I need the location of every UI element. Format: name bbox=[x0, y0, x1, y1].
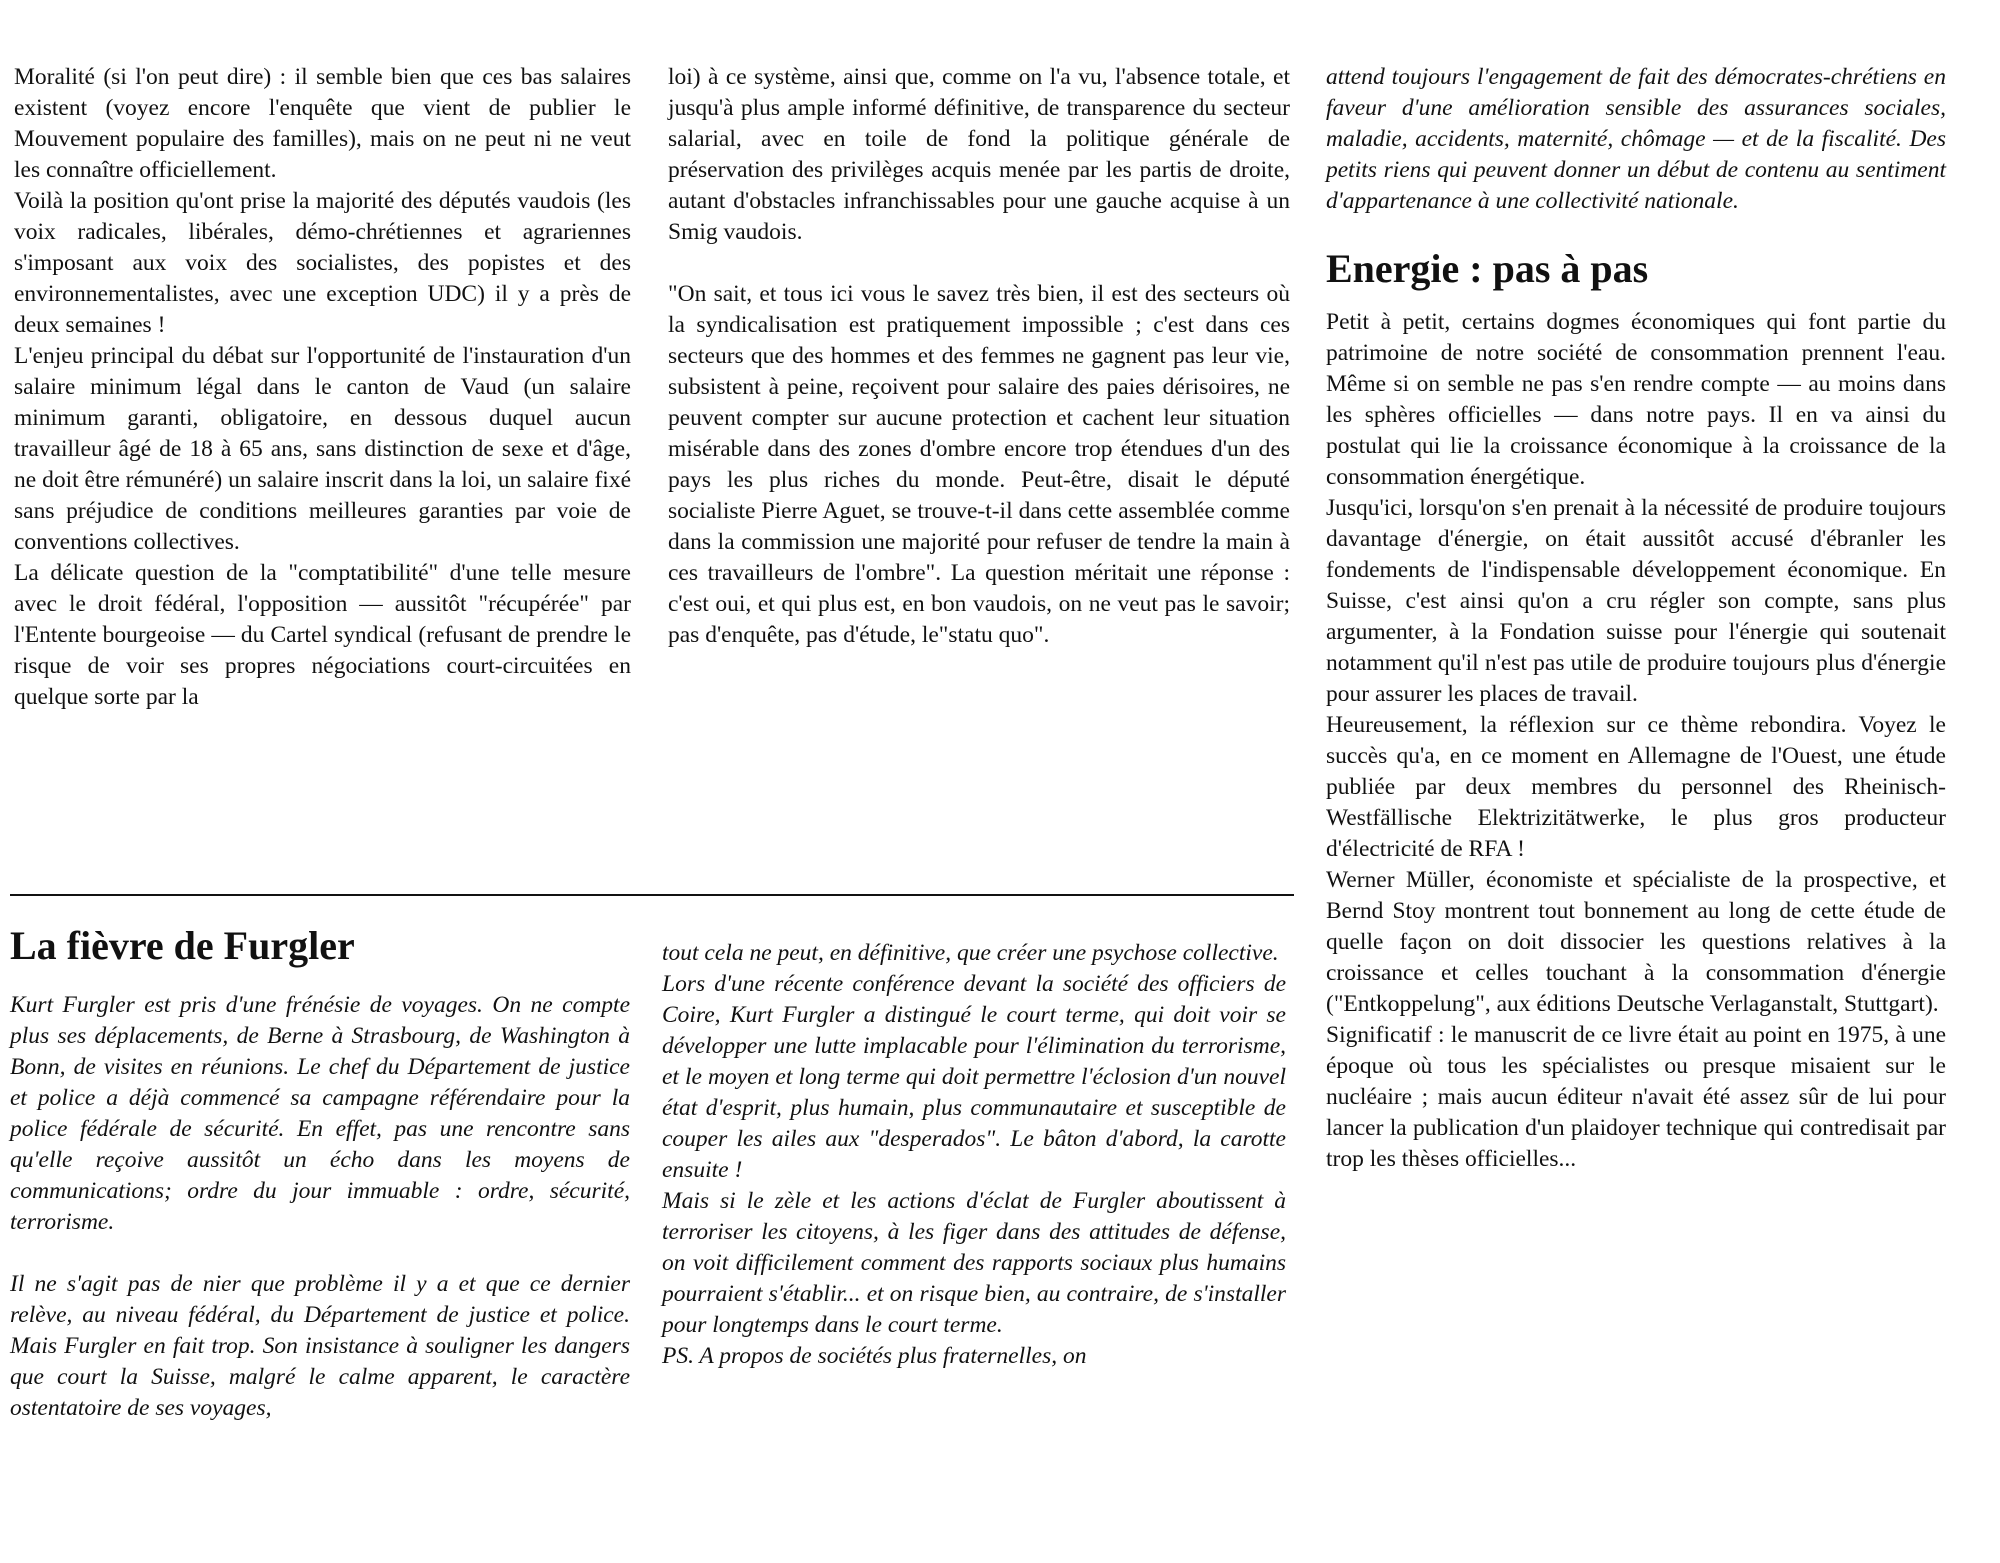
paragraph: Significatif : le manuscrit de ce livre était au point en 1975, à une époque où tous les spécialistes ou presque misaient sur le nucléaire ; mais aucun éditeur n'avait été assez sûr de lui pour lancer la publication d'un plaidoyer technique qui contredisait par trop les thèses officielles... bbox=[1326, 1022, 1946, 1172]
top-middle-column bbox=[668, 62, 1290, 651]
paragraph: Voilà la position qu'ont prise la majorité des députés vaudois (les voix radicales, libérales, démo-chrétiennes et agrariennes s'imposant aux voix des socialistes, des popistes et des environnementalistes, avec une exception UDC) il y a près de deux semaines ! bbox=[14, 188, 631, 338]
article-heading-furgler: La fièvre de Furgler bbox=[10, 923, 355, 968]
furgler-left-column bbox=[10, 922, 630, 1424]
paragraph: attend toujours l'engagement de fait des démocrates-chrétiens en faveur d'une amélioration sensible des assurances sociales, maladie, accidents, maternité, chômage — et de la fiscalité. Des petits riens qui peuvent donner un début de contenu au sentiment d'appartenance à une collectivité nationale. bbox=[1326, 64, 1946, 214]
paragraph: La délicate question de la "comptatibilité" d'une telle mesure avec le droit fédéral, l'opposition — aussitôt "récupérée" par l'Entente bourgeoise — du Cartel syndical (refusant de prendre le risque de voir ses propres négociations court-circuitées en quelque sorte par la bbox=[14, 560, 631, 710]
paragraph: Petit à petit, certains dogmes économiques qui font partie du patrimoine de notre société de consommation prennent l'eau. Même si on semble ne pas s'en rendre compte — au moins dans les sphères officielles — dans notre pays. Il en va ainsi du postulat qui lie la croissance économique à la croissance de la consommation énergétique. bbox=[1326, 309, 1946, 490]
paragraph: Heureusement, la réflexion sur ce thème rebondira. Voyez le succès qu'a, en ce moment en Allemagne de l'Ouest, une étude publiée par deux membres du personnel des Rheinisch-Westfällische Elektrizitätwerke, le plus gros producteur d'électricité de RFA ! bbox=[1326, 712, 1946, 862]
paragraph: PS. A propos de sociétés plus fraternelles, on bbox=[662, 1343, 1087, 1369]
paragraph: Il ne s'agit pas de nier que problème il y a et que ce dernier relève, au niveau fédéral, du Département de justice et police. Mais Furgler en fait trop. Son insistance à souligner les dangers que court la Suisse, malgré le calme apparent, le caractère ostentatoire de ses voyages, bbox=[10, 1271, 630, 1421]
paragraph: tout cela ne peut, en définitive, que créer une psychose collective. bbox=[662, 940, 1279, 966]
paragraph: Moralité (si l'on peut dire) : il semble bien que ces bas salaires existent (voyez encore l'enquête que vient de publier le Mouvement populaire des familles), mais on ne peut ni ne veut les connaître officiellement. bbox=[14, 64, 631, 183]
paragraph: L'enjeu principal du débat sur l'opportunité de l'instauration d'un salaire minimum légal dans le canton de Vaud (un salaire minimum garanti, obligatoire, en dessous duquel aucun travailleur âgé de 18 à 65 ans, sans distinction de sexe et d'âge, ne doit être rémunéré) un salaire inscrit dans la loi, un salaire fixé sans préjudice de conditions meilleures garanties par voie de conventions collectives. bbox=[14, 343, 631, 555]
right-column bbox=[1326, 62, 1946, 1175]
paragraph: Lors d'une récente conférence devant la société des officiers de Coire, Kurt Furgler a distingué le court terme, qui doit voir se développer une lutte implacable pour l'élimination du terrorisme, et le moyen et long terme qui doit permettre l'éclosion d'un nouvel état d'esprit, plus humain, plus communautaire et susceptible de couper les ailes aux "desperados". Le bâton d'abord, la carotte ensuite ! bbox=[662, 971, 1286, 1183]
paragraph: "On sait, et tous ici vous le savez très bien, il est des secteurs où la syndicalisation est pratiquement impossible ; c'est dans ces secteurs que des hommes et des femmes ne gagnent pas leur vie, subsistent à peine, reçoivent pour salaire des paies dérisoires, ne peuvent compter sur aucune protection et cachent leur situation misérable dans des zones d'ombre encore trop étendues d'un des pays les plus riches du monde. Peut-être, disait le député socialiste Pierre Aguet, se trouve-t-il dans cette assemblée comme dans la commission une majorité pour refuser de tendre la main à ces travailleurs de l'ombre". La question méritait une réponse : c'est oui, et qui plus est, en bon vaudois, on ne veut pas le savoir; pas d'enquête, pas d'étude, le"statu quo". bbox=[668, 281, 1290, 648]
paragraph: Kurt Furgler est pris d'une frénésie de voyages. On ne compte plus ses déplacements, de Berne à Strasbourg, de Washington à Bonn, de visites en réunions. Le chef du Département de justice et police a déjà commencé sa campagne référendaire pour la police fédérale de sécurité. En effet, pas une rencontre sans qu'elle reçoive aussitôt un écho dans les moyens de communications; ordre du jour immuable : ordre, sécurité, terrorisme. bbox=[10, 992, 630, 1235]
paragraph: Werner Müller, économiste et spécialiste de la prospective, et Bernd Stoy montrent tout bonnement au long de cette étude de quelle façon on doit dissocier les questions relatives à la croissance et celles touchant à la consommation d'énergie ("Entkoppelung", aux éditions Deutsche Verlaganstalt, Stuttgart). bbox=[1326, 867, 1946, 1017]
top-left-column bbox=[14, 62, 631, 713]
section-divider bbox=[10, 894, 1294, 896]
paragraph: Mais si le zèle et les actions d'éclat de Furgler aboutissent à terroriser les citoyens, à les figer dans des attitudes de défense, on voit difficilement comment des rapports sociaux plus humains pourraient s'établir... et on risque bien, au contraire, de s'installer pour longtemps dans le court terme. bbox=[662, 1188, 1286, 1338]
paragraph: loi) à ce système, ainsi que, comme on l'a vu, l'absence totale, et jusqu'à plus ample informé définitive, de transparence du secteur salarial, avec en toile de fond la politique générale de préservation des privilèges acquis menée par les partis de droite, autant d'obstacles infranchissables pour une gauche acquise à un Smig vaudois. bbox=[668, 64, 1290, 245]
paragraph: Jusqu'ici, lorsqu'on s'en prenait à la nécessité de produire toujours davantage d'énergie, on était aussitôt accusé d'ébranler les fondements de l'indispensable développement économique. En Suisse, c'est ainsi qu'on a cru régler son compte, sans plus argumenter, à la Fondation suisse pour l'énergie qui soutenait notamment qu'il n'est pas utile de produire toujours plus d'énergie pour assurer les places de travail. bbox=[1326, 495, 1946, 707]
article-heading-energie: Energie : pas à pas bbox=[1326, 246, 1649, 291]
furgler-right-column bbox=[662, 938, 1286, 1372]
